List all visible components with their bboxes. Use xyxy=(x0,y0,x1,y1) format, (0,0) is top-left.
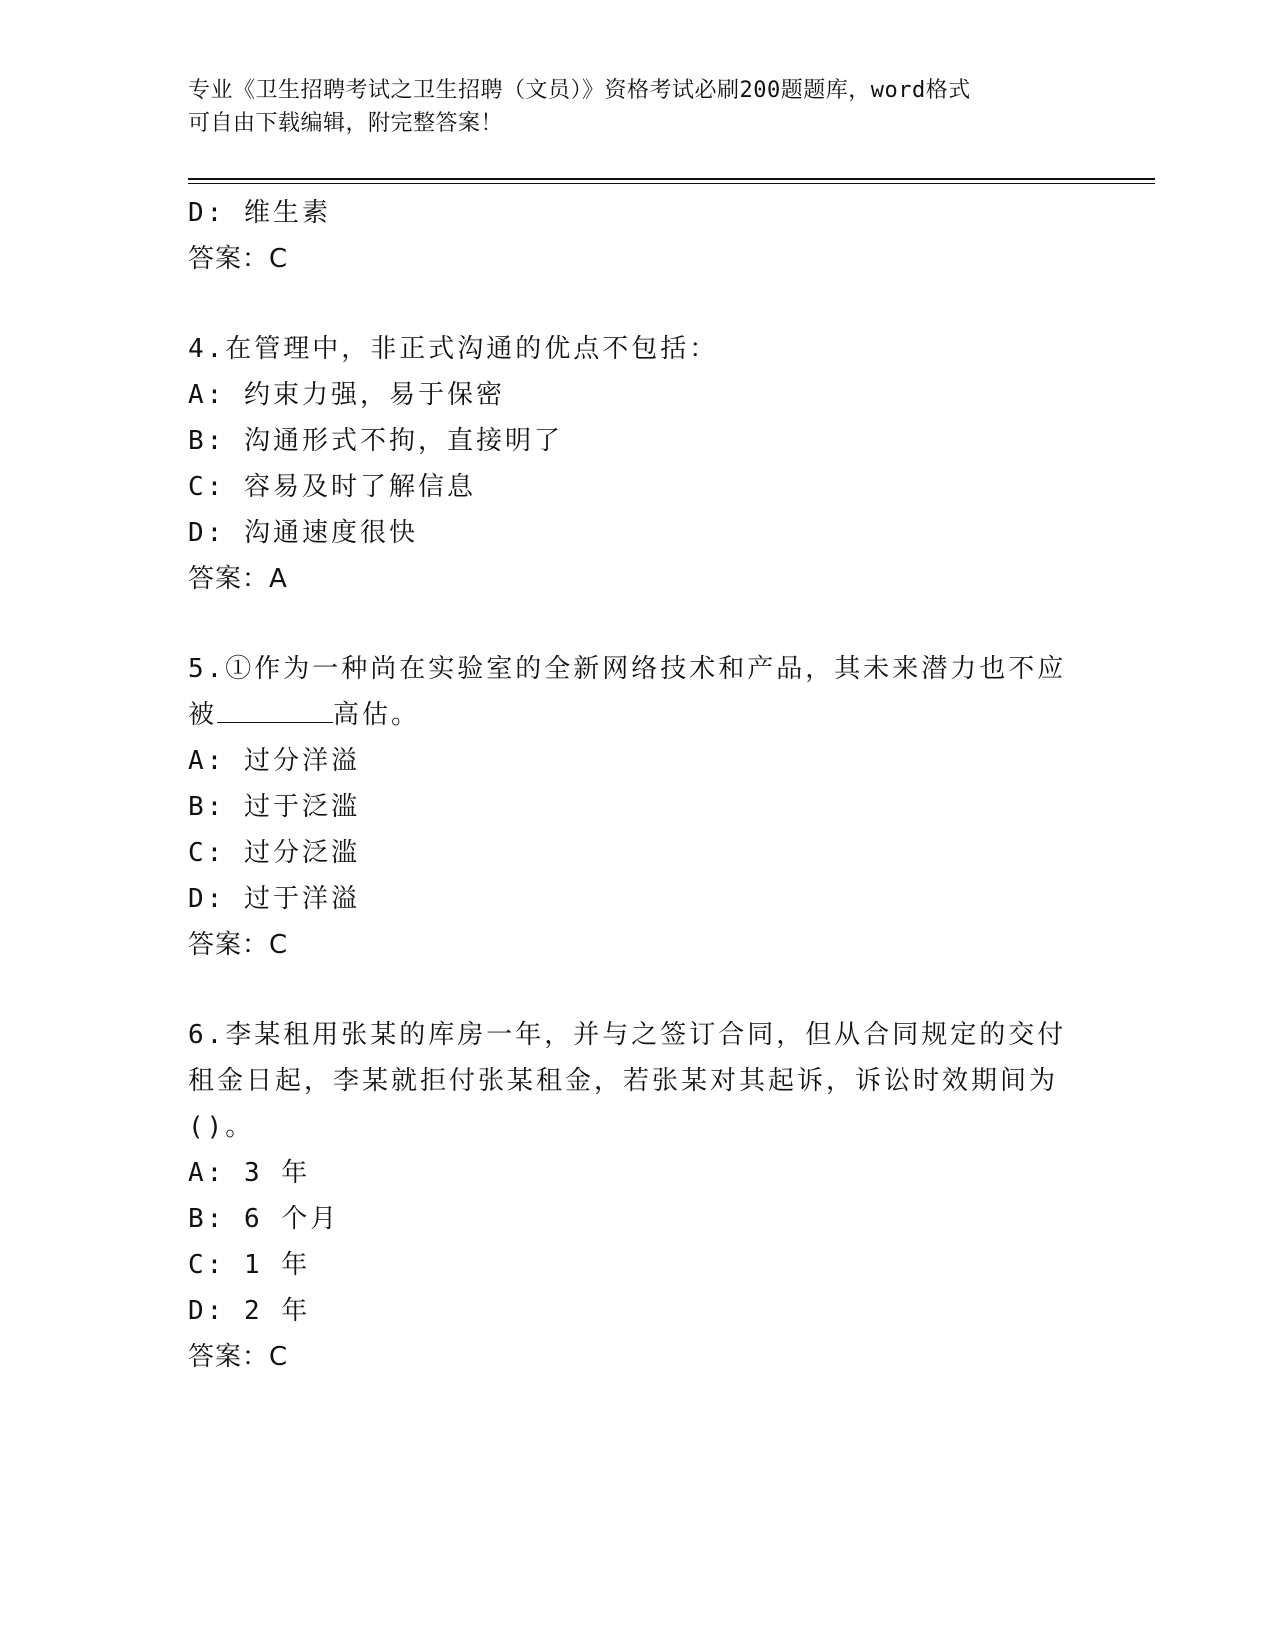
question-5-option-b: B: 过于泛滥 xyxy=(188,792,360,822)
question-5-option-d: D: 过于洋溢 xyxy=(188,884,360,914)
question-4-option-a: A: 约束力强，易于保密 xyxy=(188,380,505,410)
header-rule-thin xyxy=(188,183,1155,184)
question-6-option-d: D: 2 年 xyxy=(188,1296,311,1326)
question-5-stem-line-2 xyxy=(188,692,1068,738)
question-6-option-a: A: 3 年 xyxy=(188,1158,311,1188)
header-rule-thick xyxy=(188,178,1155,180)
question-4-option-d: D: 沟通速度很快 xyxy=(188,518,418,548)
header-line-1: 专业《卫生招聘考试之卫生招聘（文员）》资格考试必刷200题题库，word格式 xyxy=(188,78,971,103)
question-4 xyxy=(188,326,1068,602)
question-6-stem-line-2: 租金日起，李某就拒付张某租金，若张某对其起诉，诉讼时效期间为 xyxy=(188,1066,1059,1096)
question-5-option-c: C: 过分泛滥 xyxy=(188,838,360,868)
question-5-answer: 答案：C xyxy=(188,930,289,960)
spacer xyxy=(188,282,1068,326)
question-5-option-a: A: 过分洋溢 xyxy=(188,746,360,776)
header-line-2: 可自由下载编辑，附完整答案！ xyxy=(188,111,504,136)
question-5 xyxy=(188,646,1068,968)
question-3-option-d: D: 维生素 xyxy=(188,198,331,228)
question-3-answer: 答案：C xyxy=(188,244,289,274)
question-6-stem-line-3: ()。 xyxy=(188,1112,255,1142)
document-body xyxy=(188,190,1068,1380)
document-header xyxy=(188,74,1088,140)
question-6 xyxy=(188,1012,1068,1380)
spacer xyxy=(188,968,1068,1012)
question-6-option-c: C: 1 年 xyxy=(188,1250,311,1280)
question-5-stem-suffix: 高估。 xyxy=(333,700,421,730)
question-4-answer: 答案：A xyxy=(188,564,288,594)
fill-in-blank xyxy=(217,696,333,723)
question-5-stem-prefix: 被 xyxy=(188,700,218,730)
spacer xyxy=(188,602,1068,646)
question-4-option-c: C: 容易及时了解信息 xyxy=(188,472,476,502)
question-3-tail xyxy=(188,190,1068,282)
question-4-option-b: B: 沟通形式不拘，直接明了 xyxy=(188,426,563,456)
question-4-stem: 4.在管理中，非正式沟通的优点不包括： xyxy=(188,334,719,364)
question-6-stem-line-1: 6.李某租用张某的库房一年，并与之签订合同，但从合同规定的交付 xyxy=(188,1020,1067,1050)
question-6-option-b: B: 6 个月 xyxy=(188,1204,340,1234)
question-6-answer: 答案：C xyxy=(188,1342,289,1372)
question-5-stem-line-1: 5.①作为一种尚在实验室的全新网络技术和产品，其未来潜力也不应 xyxy=(188,654,1067,684)
